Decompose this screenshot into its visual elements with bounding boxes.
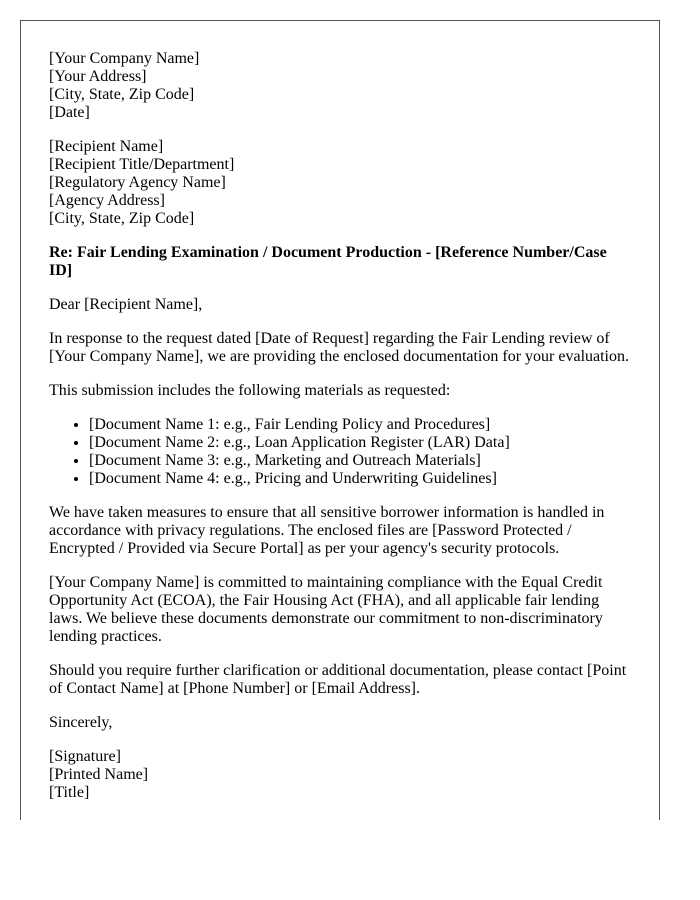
list-item: • [Document Name 1: e.g., Fair Lending Policy and Procedures] [89, 416, 631, 434]
recipient-title: [Recipient Title/Department] [49, 156, 235, 173]
list-item: • [Document Name 3: e.g., Marketing and Outreach Materials] [89, 452, 631, 470]
signer-title: [Title] [49, 784, 90, 801]
contact-paragraph: Should you require further clarification or additional documentation, please contact [Point of Contact Name] at [Phone Number] or [Email Address]. [49, 662, 627, 697]
letter-date: [Date] [49, 104, 90, 121]
compliance-paragraph: [Your Company Name] is committed to maintaining compliance with the Equal Credit Opportunity Act (ECOA), the Fair Housing Act (FHA), and all applicable fair lending laws. We believe these documents demonstrate our commitment to non-discriminatory lending practices. [49, 574, 603, 645]
list-item: • [Document Name 4: e.g., Pricing and Underwriting Guidelines] [89, 470, 631, 488]
documents-list [49, 416, 631, 488]
list-item: • [Document Name 2: e.g., Loan Application Register (LAR) Data] [89, 434, 631, 452]
signature-block [49, 748, 631, 802]
sender-company: [Your Company Name] [49, 50, 200, 67]
sender-city-state-zip: [City, State, Zip Code] [49, 86, 195, 103]
letter-page [20, 20, 660, 820]
subject-line: Re: Fair Lending Examination / Document Production - [Reference Number/Case ID] [49, 244, 607, 279]
recipient-city-state-zip: [City, State, Zip Code] [49, 210, 195, 227]
signature: [Signature] [49, 748, 121, 765]
recipient-name: [Recipient Name] [49, 138, 164, 155]
printed-name: [Printed Name] [49, 766, 149, 783]
sender-address-block [49, 50, 631, 122]
intro-paragraph: In response to the request dated [Date of Request] regarding the Fair Lending review of [Your Company Name], we are providing the enclosed documentation for your evaluation. [49, 330, 629, 365]
recipient-agency: [Regulatory Agency Name] [49, 174, 226, 191]
salutation: Dear [Recipient Name], [49, 296, 203, 313]
recipient-address: [Agency Address] [49, 192, 165, 209]
sender-address: [Your Address] [49, 68, 147, 85]
closing: Sincerely, [49, 714, 113, 731]
security-paragraph: We have taken measures to ensure that all sensitive borrower information is handled in accordance with privacy regulations. The enclosed files are [Password Protected / Encrypted / Provided via Secure Portal] as per your agency's security protocols. [49, 504, 605, 557]
materials-lead-paragraph: This submission includes the following materials as requested: [49, 382, 451, 399]
recipient-address-block [49, 138, 631, 228]
